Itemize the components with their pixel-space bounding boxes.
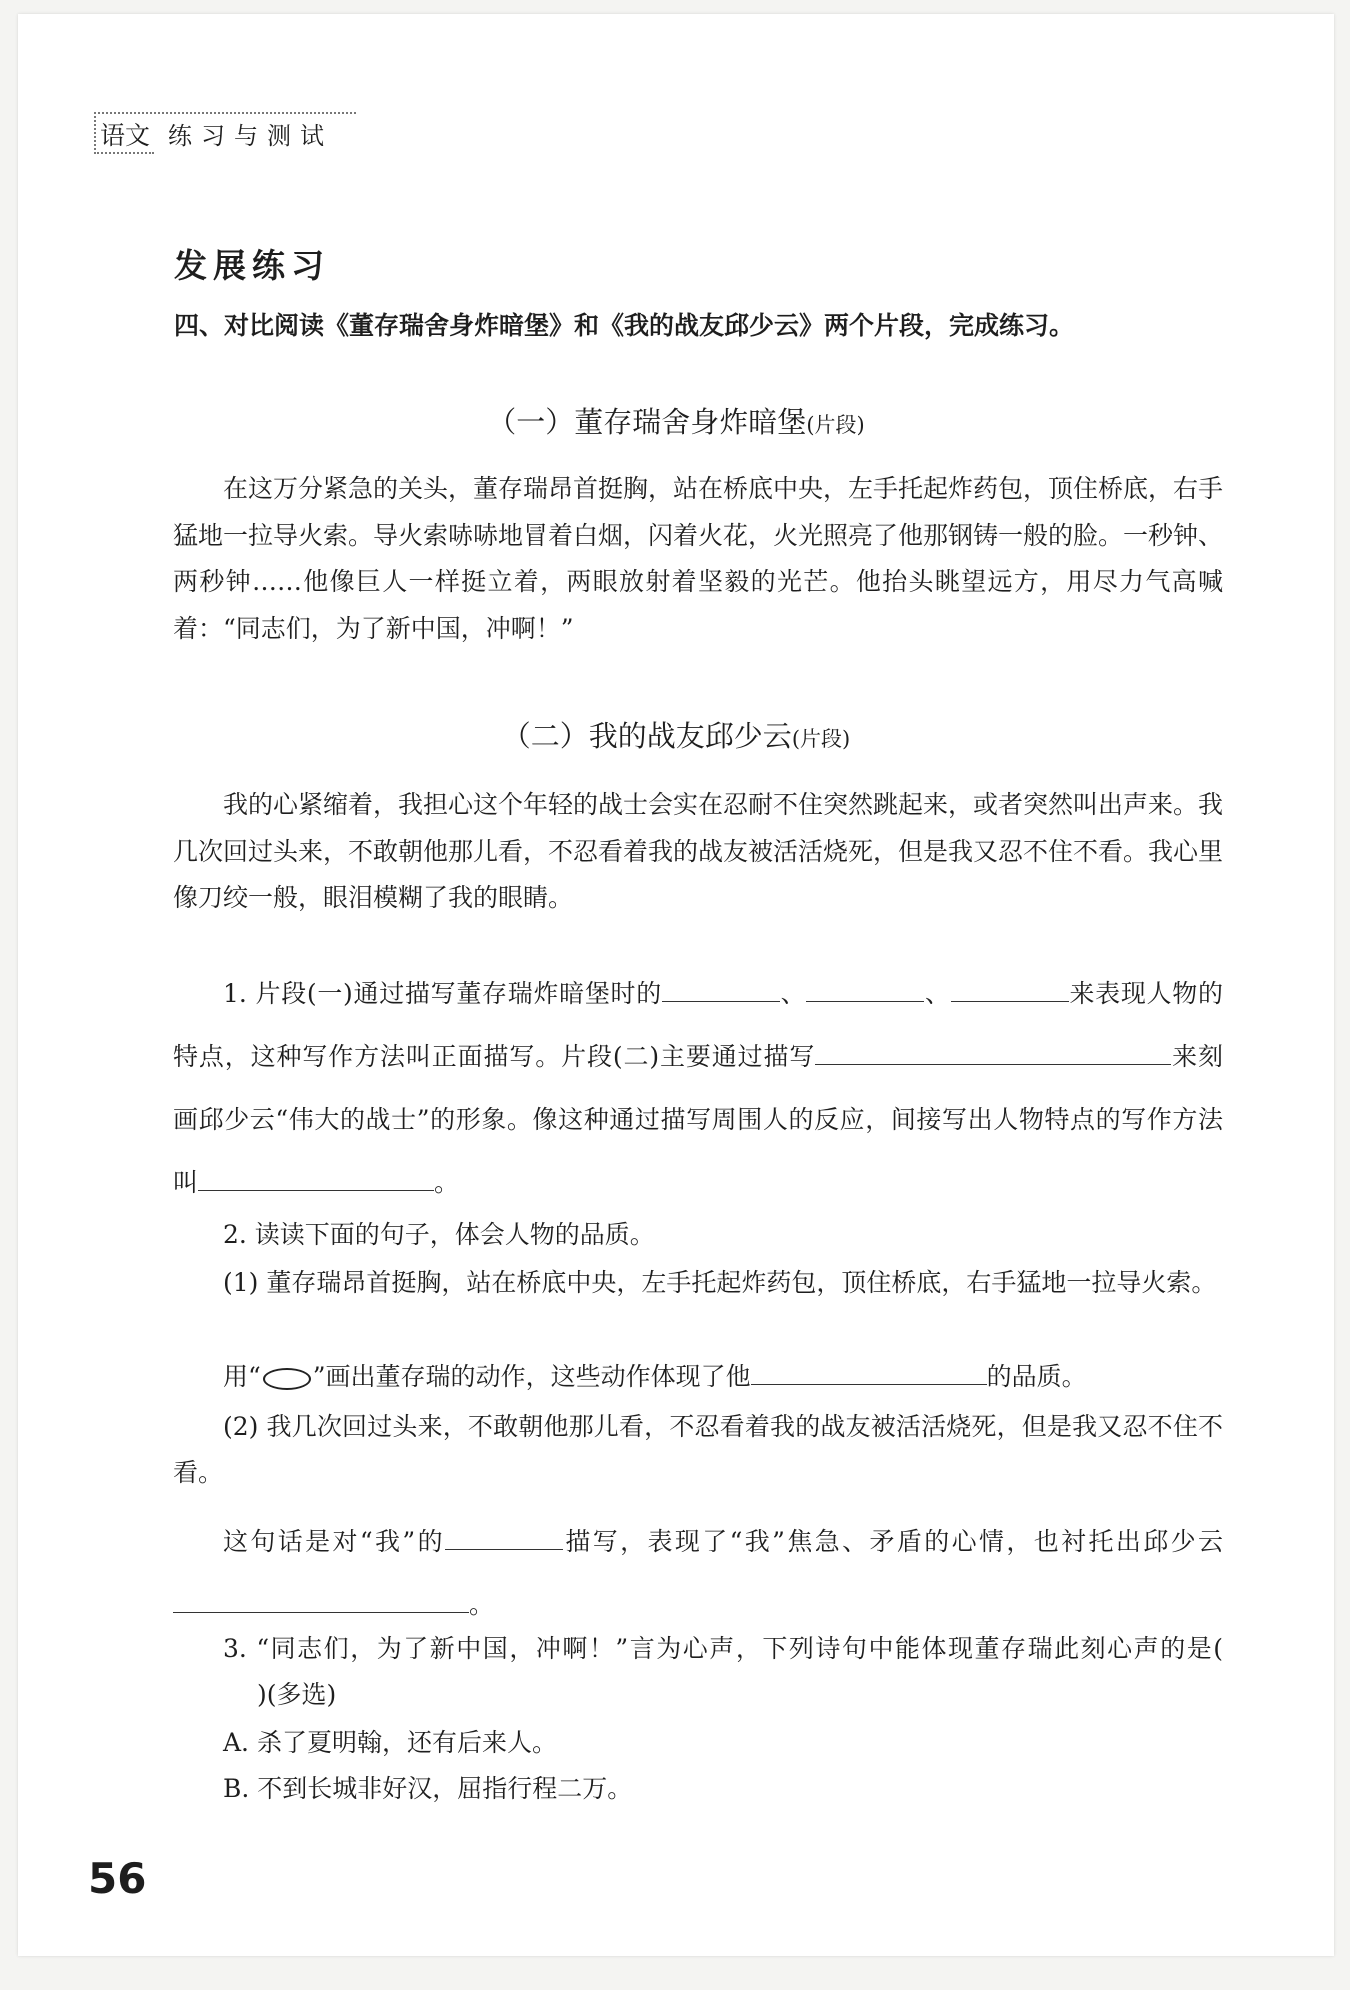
workbook-page bbox=[18, 14, 1334, 1956]
q1-blank-2[interactable] bbox=[806, 977, 924, 1002]
header-book-title: 练习与测试 bbox=[168, 122, 334, 150]
q1-blank-1[interactable] bbox=[662, 977, 780, 1002]
passage-one-title-text: （一）董存瑞舍身炸暗堡 bbox=[487, 405, 807, 439]
q1-sep1: 、 bbox=[779, 979, 807, 1008]
q2-blank-2[interactable] bbox=[445, 1525, 563, 1550]
q2-sentence-1: (1) 董存瑞昂首挺胸，站在桥底中央，左手托起炸药包，顶住桥底，右手猛地一拉导火索。 bbox=[223, 1268, 1217, 1297]
q2-task1-c: 的品质。 bbox=[986, 1362, 1087, 1391]
question-three bbox=[173, 1626, 1223, 1718]
q3-stem-a: 3. “同志们，为了新中国，冲啊！”言为心声，下列诗句中能体现董存瑞此刻心声的是( bbox=[223, 1634, 1223, 1663]
q1-part2: 来表现人物的特点，这种写作方法叫正面描写。片段(二)主要通过描写 bbox=[173, 979, 1223, 1071]
q2-task1-a: 用“ bbox=[223, 1362, 261, 1391]
q2-sentence-2: (2) 我几次回过头来，不敢朝他那儿看，不忍看着我的战友被活活烧死，但是我又忍不住不看。 bbox=[173, 1412, 1223, 1487]
q1-end: 。 bbox=[434, 1168, 460, 1197]
header-subject: 语文 bbox=[94, 116, 154, 154]
q2-task-1 bbox=[173, 1354, 1223, 1400]
running-header bbox=[94, 112, 356, 154]
passage-two-title bbox=[18, 714, 1334, 755]
q1-part3: 来刻画邱少云“伟大的战士”的形象。像这种通过描写周围人的反应，间接写出人物特点的写作方法叫 bbox=[173, 1042, 1223, 1197]
q1-blank-4-continued[interactable] bbox=[995, 1040, 1171, 1065]
passage-two-title-text: （二）我的战友邱少云 bbox=[501, 719, 792, 753]
q1-part1: 1. 片段(一)通过描写董存瑞炸暗堡时的 bbox=[223, 979, 662, 1008]
q2-task2-b: 描写，表现了“我”焦急、矛盾的心情，也衬托出邱少云 bbox=[562, 1527, 1223, 1556]
q1-blank-5[interactable] bbox=[198, 1166, 434, 1191]
passage-two-note: (片段) bbox=[791, 727, 851, 751]
q2-task2-a: 这句话是对“我”的 bbox=[223, 1527, 445, 1556]
page-number: 56 bbox=[88, 1854, 147, 1903]
passage-two-text: 我的心紧缩着，我担心这个年轻的战士会实在忍耐不住突然跳起来，或者突然叫出声来。我几次回过头来，不敢朝他那儿看，不忍看着我的战友被活活烧死，但是我又忍不住不看。我心里像刀绞一般，眼泪模糊了我的眼睛。 bbox=[173, 790, 1224, 912]
q3-option-b[interactable]: B. 不到长城非好汉，屈指行程二万。 bbox=[223, 1774, 633, 1803]
section-title: 发展练习 bbox=[174, 246, 330, 285]
q2-task1-b: ”画出董存瑞的动作，这些动作体现了他 bbox=[312, 1362, 751, 1391]
passage-one-title bbox=[18, 400, 1334, 441]
question-four-heading: 四、对比阅读《董存瑞舍身炸暗堡》和《我的战友邱少云》两个片段，完成练习。 bbox=[174, 311, 1075, 340]
q2-task-2 bbox=[173, 1510, 1223, 1636]
q2-blank-1[interactable] bbox=[751, 1360, 987, 1385]
ellipse-mark-icon bbox=[263, 1368, 311, 1390]
passage-one-text: 在这万分紧急的关头，董存瑞昂首挺胸，站在桥底中央，左手托起炸药包，顶住桥底，右手猛地一拉导火索。导火索哧哧地冒着白烟，闪着火花，火光照亮了他那钢铸一般的脸。一秒钟、两秒钟……他像巨人一样挺立着，两眼放射着坚毅的光芒。他抬头眺望远方，用尽力气高喊着：“同志们，为了新中国，冲啊！” bbox=[173, 474, 1224, 643]
q2-blank-3[interactable] bbox=[173, 1588, 469, 1613]
question-two-heading: 2. 读读下面的句子，体会人物的品质。 bbox=[223, 1220, 655, 1249]
q1-sep2: 、 bbox=[924, 979, 951, 1008]
q1-blank-3[interactable] bbox=[951, 977, 1069, 1002]
question-one bbox=[173, 962, 1223, 1214]
passage-one-note: (片段) bbox=[806, 413, 865, 437]
q2-task2-c: 。 bbox=[469, 1590, 495, 1619]
q1-blank-4[interactable] bbox=[815, 1040, 995, 1065]
q3-option-a[interactable]: A. 杀了夏明翰，还有后来人。 bbox=[223, 1728, 557, 1757]
q3-stem-b: )(多选) bbox=[257, 1680, 337, 1709]
